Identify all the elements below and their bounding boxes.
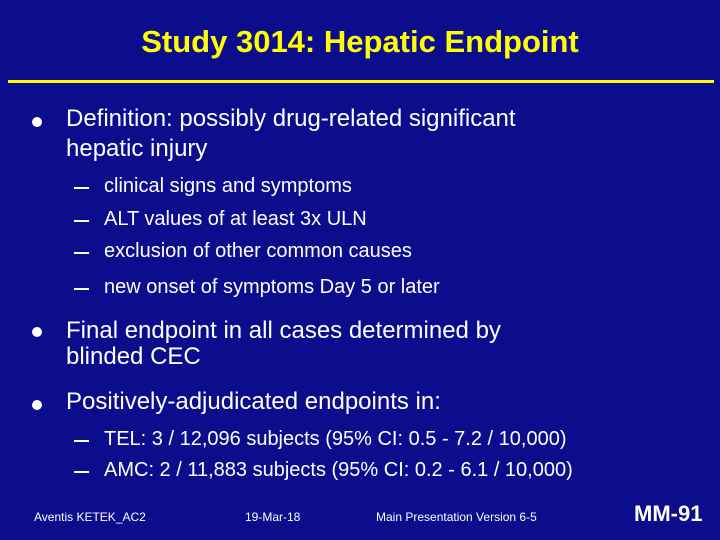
bullet-3-line-1: Positively-adjudicated endpoints in: bbox=[66, 388, 441, 415]
bullet-1-line-1: Definition: possibly drug-related significant bbox=[66, 105, 516, 132]
bullet-1-sub-2: ALT values of at least 3x ULN bbox=[104, 208, 367, 230]
slide-number: MM-91 bbox=[634, 501, 703, 526]
dash-icon bbox=[74, 440, 89, 442]
dash-icon bbox=[74, 288, 89, 290]
bullet-icon bbox=[32, 400, 42, 410]
dash-icon bbox=[74, 252, 89, 254]
footer-version: Main Presentation Version 6-5 bbox=[376, 510, 537, 524]
dash-icon bbox=[74, 187, 89, 189]
bullet-3-sub-2: AMC: 2 / 11,883 subjects (95% CI: 0.2 - 6.1 / 10,000) bbox=[104, 459, 573, 481]
footer-date: 19-Mar-18 bbox=[245, 510, 301, 524]
bullet-1-sub-1: clinical signs and symptoms bbox=[104, 175, 352, 197]
footer-source: Aventis KETEK_AC2 bbox=[34, 510, 146, 524]
bullet-icon bbox=[32, 117, 42, 127]
bullet-1-sub-3: exclusion of other common causes bbox=[104, 240, 412, 262]
bullet-2-line-2: blinded CEC bbox=[66, 343, 201, 370]
bullet-2-line-1: Final endpoint in all cases determined by bbox=[66, 317, 501, 344]
slide-title: Study 3014: Hepatic Endpoint bbox=[141, 24, 579, 59]
bullet-icon bbox=[32, 327, 42, 337]
bullet-1-line-2: hepatic injury bbox=[66, 135, 208, 162]
bullet-1-sub-4: new onset of symptoms Day 5 or later bbox=[104, 276, 440, 298]
title-divider bbox=[8, 80, 714, 83]
dash-icon bbox=[74, 220, 89, 222]
dash-icon bbox=[74, 471, 89, 473]
bullet-3-sub-1: TEL: 3 / 12,096 subjects (95% CI: 0.5 - 7.2 / 10,000) bbox=[104, 428, 567, 450]
